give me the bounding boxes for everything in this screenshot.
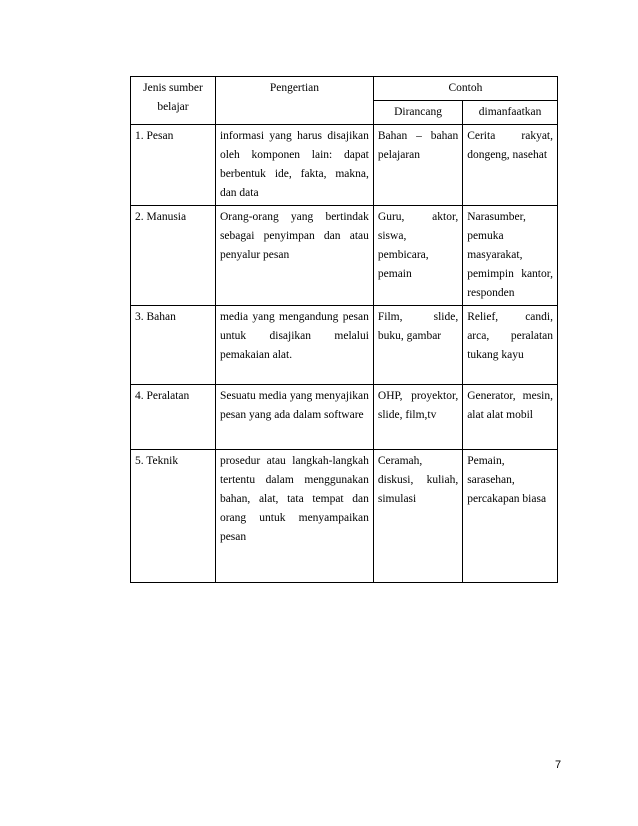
header-jenis: Jenis sumber belajar — [131, 77, 216, 125]
cell-dimanfaatkan: Cerita rakyat, dongeng, nasehat — [463, 125, 558, 206]
table-row — [131, 125, 558, 206]
table-row — [131, 450, 558, 583]
cell-jenis: 5. Teknik — [131, 450, 216, 583]
cell-dimanfaatkan: Pemain, sarasehan, percakapan biasa — [463, 450, 558, 583]
table-row — [131, 385, 558, 450]
cell-pengertian: Sesuatu media yang menyajikan pesan yang ada dalam software — [215, 385, 373, 450]
cell-jenis: 3. Bahan — [131, 306, 216, 385]
table-row — [131, 306, 558, 385]
cell-dirancang: Bahan – bahan pelajaran — [373, 125, 462, 206]
cell-dimanfaatkan: Generator, mesin, alat alat mobil — [463, 385, 558, 450]
cell-dimanfaatkan: Relief, candi, arca, peralatan tukang kayu — [463, 306, 558, 385]
header-dimanfaatkan: dimanfaatkan — [463, 101, 558, 125]
cell-dimanfaatkan: Narasumber, pemuka masyarakat, pemimpin kantor, responden — [463, 206, 558, 306]
page-number: 7 — [555, 759, 562, 771]
cell-dirancang: OHP, proyektor, slide, film,tv — [373, 385, 462, 450]
cell-pengertian: informasi yang harus disajikan oleh komponen lain: dapat berbentuk ide, fakta, makna, dan data — [215, 125, 373, 206]
header-pengertian: Pengertian — [215, 77, 373, 125]
cell-dirancang: Ceramah, diskusi, kuliah, simulasi — [373, 450, 462, 583]
cell-pengertian: prosedur atau langkah-langkah tertentu dalam menggunakan bahan, alat, tata tempat dan orang untuk menyampaikan pesan — [215, 450, 373, 583]
cell-dirancang: Guru, aktor, siswa, pembicara, pemain — [373, 206, 462, 306]
cell-jenis: 2. Manusia — [131, 206, 216, 306]
table-row — [131, 206, 558, 306]
cell-jenis: 1. Pesan — [131, 125, 216, 206]
header-row — [131, 77, 558, 101]
cell-pengertian: Orang-orang yang bertindak sebagai penyimpan dan atau penyalur pesan — [215, 206, 373, 306]
cell-jenis: 4. Peralatan — [131, 385, 216, 450]
header-contoh: Contoh — [373, 77, 557, 101]
cell-dirancang: Film, slide, buku, gambar — [373, 306, 462, 385]
header-dirancang: Dirancang — [373, 101, 462, 125]
sumber-belajar-table — [130, 76, 558, 583]
cell-pengertian: media yang mengandung pesan untuk disajikan melalui pemakaian alat. — [215, 306, 373, 385]
